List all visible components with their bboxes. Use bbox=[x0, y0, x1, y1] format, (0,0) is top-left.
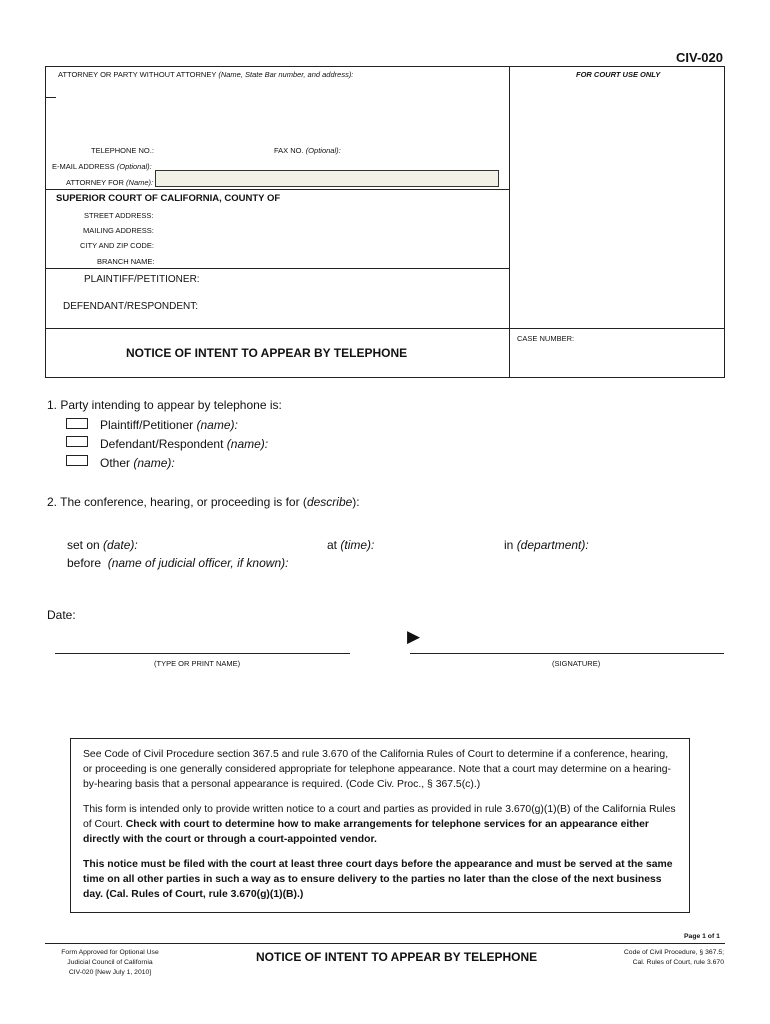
set-on-label: set on (date): bbox=[67, 538, 138, 552]
email-label: E-MAIL ADDRESS (Optional): bbox=[52, 162, 152, 171]
city-zip-label: CITY AND ZIP CODE: bbox=[80, 241, 154, 250]
form-code: CIV-020 bbox=[676, 50, 723, 65]
attorney-for-input[interactable] bbox=[155, 170, 499, 187]
plaintiff-option: Plaintiff/Petitioner (name): bbox=[100, 418, 238, 432]
item2-label: 2. The conference, hearing, or proceeding is for (describe): bbox=[47, 495, 360, 509]
street-address-label: STREET ADDRESS: bbox=[84, 211, 154, 220]
telephone-label: TELEPHONE NO.: bbox=[91, 146, 154, 155]
defendant-option: Defendant/Respondent (name): bbox=[100, 437, 269, 451]
defendant-label: DEFENDANT/RESPONDENT: bbox=[63, 301, 199, 312]
notice-paragraph-1: See Code of Civil Procedure section 367.5 and rule 3.670 of the California Rules of Court to determine if a conference, hearing, or proceeding is one generally considered appropriate for telephone appearance. Note that a court may determine on a hearing-by-hearing basis that a personal appearance is required. (Code Civ. Proc., § 367.5(c).) bbox=[83, 749, 672, 790]
print-name-caption: (TYPE OR PRINT NAME) bbox=[154, 659, 241, 668]
notice-paragraph-2: This form is intended only to provide written notice to a court and parties as provided in rule 3.670(g)(1)(B) of the California Rules of Court. Check with court to determine how to make arrangements for telephone services for an appearance either directly with the court or through a court-appointed vendor. bbox=[83, 804, 676, 845]
attorney-label: ATTORNEY OR PARTY WITHOUT ATTORNEY (Name, State Bar number, and address): bbox=[58, 70, 354, 79]
signature-caption: (SIGNATURE) bbox=[552, 659, 601, 668]
form-approval: Form Approved for Optional Use Judicial Council of California CIV-020 [New July 1, 2010] bbox=[61, 949, 159, 976]
attorney-name-field[interactable] bbox=[45, 97, 56, 98]
fax-label: FAX NO. (Optional): bbox=[274, 146, 341, 155]
notice-box bbox=[70, 738, 690, 913]
date-label: Date: bbox=[47, 608, 76, 622]
notice-paragraph-3: This notice must be filed with the court at least three court days before the appearance and must be served at the same time on all other parties in such a way as to ensure delivery to the parties no later than the close of the next business day. (Cal. Rules of Court, rule 3.670(g)(1)(B).) bbox=[83, 859, 673, 900]
caption-divider bbox=[509, 66, 510, 378]
other-checkbox[interactable] bbox=[66, 455, 88, 466]
defendant-checkbox[interactable] bbox=[66, 436, 88, 447]
time-label: at (time): bbox=[327, 538, 375, 552]
footer-title: NOTICE OF INTENT TO APPEAR BY TELEPHONE bbox=[256, 950, 538, 964]
other-option: Other (name): bbox=[100, 456, 175, 470]
plaintiff-checkbox[interactable] bbox=[66, 418, 88, 429]
item1-label: 1. Party intending to appear by telephone is: bbox=[47, 398, 282, 412]
department-label: in (department): bbox=[504, 538, 589, 552]
plaintiff-label: PLAINTIFF/PETITIONER: bbox=[84, 274, 200, 285]
form-title: NOTICE OF INTENT TO APPEAR BY TELEPHONE bbox=[126, 346, 408, 360]
judicial-officer-label: before (name of judicial officer, if known): bbox=[67, 556, 289, 570]
mailing-address-label: MAILING ADDRESS: bbox=[83, 226, 154, 235]
court-title: SUPERIOR COURT OF CALIFORNIA, COUNTY OF bbox=[56, 193, 281, 204]
signature-line[interactable] bbox=[410, 653, 724, 654]
court-use-label: FOR COURT USE ONLY bbox=[576, 70, 661, 79]
print-name-line[interactable] bbox=[55, 653, 350, 654]
footer-rule bbox=[45, 943, 725, 944]
signature-arrow-icon: ▶ bbox=[407, 627, 421, 646]
branch-name-label: BRANCH NAME: bbox=[97, 257, 155, 266]
caption-box bbox=[45, 66, 725, 378]
attorney-for-label: ATTORNEY FOR (Name): bbox=[66, 178, 154, 187]
case-number-label: CASE NUMBER: bbox=[517, 334, 575, 343]
page-number: Page 1 of 1 bbox=[684, 933, 720, 940]
code-reference: Code of Civil Procedure, § 367.5; Cal. Rules of Court, rule 3.670 bbox=[623, 949, 724, 966]
